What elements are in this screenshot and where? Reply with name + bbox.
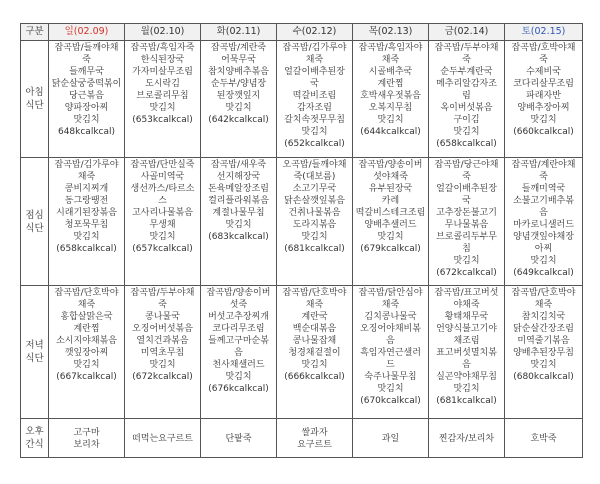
menu-item: 맛김치 — [301, 360, 328, 370]
menu-item: 잡곡밥/흑임자야 — [358, 43, 423, 53]
menu-item: 단팥죽 — [225, 433, 252, 444]
row-label — [21, 41, 49, 158]
menu-item: (657kcalkcal) — [132, 244, 193, 254]
menu-item: 야채죽 — [453, 300, 480, 310]
menu-item: 섯야채죽 — [373, 172, 408, 182]
snack-row — [21, 419, 583, 458]
menu-item: 구이김 — [453, 115, 480, 125]
menu-item: 얼갈이배추된장 — [436, 184, 497, 194]
menu-item: 잡곡밥/당근야채 — [434, 160, 499, 170]
menu-cell — [505, 41, 583, 158]
menu-item: 숙주나물무침 — [364, 372, 417, 382]
menu-item: 카레 — [381, 196, 400, 206]
menu-item: 채죽 — [534, 300, 553, 310]
menu-item: (666kcalkcal) — [284, 372, 345, 382]
menu-item: 요구르트 — [297, 439, 332, 450]
menu-item: (652kcalkcal) — [284, 139, 345, 149]
menu-item: 섯죽 — [229, 300, 248, 310]
menu-item: 잡곡밥/양송이버 — [206, 288, 271, 298]
menu-item: 잡곡밥/계란야채 — [511, 160, 576, 170]
menu-cell — [125, 419, 201, 458]
menu-cell — [201, 286, 277, 419]
menu-item: (660kcalkcal) — [513, 127, 574, 137]
menu-item: 채죽 — [381, 300, 400, 310]
menu-item: 채죽 — [305, 300, 324, 310]
menu-item: 마카로니샐러드 — [513, 220, 574, 230]
menu-cell — [49, 41, 125, 158]
menu-item: 맛김치 — [530, 360, 557, 370]
menu-item: 죽 — [82, 55, 91, 65]
menu-item: 아찌 — [534, 244, 553, 254]
breakfast-row — [21, 41, 583, 158]
menu-item: 도라지볶음 — [292, 220, 337, 230]
menu-item: 648kcalkcal) — [57, 127, 116, 137]
menu-item: 맛김치 — [149, 360, 176, 370]
menu-item: 계란찜 — [73, 324, 100, 334]
menu-item: (676kcalkcal) — [208, 384, 269, 394]
menu-item: 얼갈이배추된장 — [284, 67, 345, 77]
menu-cell — [353, 286, 429, 419]
menu-cell — [49, 419, 125, 458]
menu-item: 맛김치 — [301, 232, 328, 242]
menu-item: 코다리무조림 — [212, 324, 265, 334]
menu-item: 맛김치 — [149, 103, 176, 113]
menu-item: 음 — [234, 348, 243, 358]
menu-item: 메추리알감자조 — [436, 79, 497, 89]
menu-cell — [505, 286, 583, 419]
menu-item: 소시지야채볶음 — [56, 336, 117, 346]
menu-item: 맛김치 — [453, 127, 480, 137]
menu-item: 스 — [158, 196, 167, 206]
menu-item: 양념갯잎야채장 — [513, 232, 574, 242]
row-label-line: 식단 — [25, 222, 44, 234]
menu-item: 닭순살궁중떡볶이 — [51, 79, 122, 89]
menu-item: 채죽 — [305, 55, 324, 65]
menu-item: 참치김치국 — [521, 312, 566, 322]
menu-item: (683kcalkcal) — [208, 232, 269, 242]
menu-item: 고추장돈불고기 — [436, 208, 497, 218]
menu-item: 채죽 — [381, 55, 400, 65]
menu-cell — [353, 158, 429, 286]
menu-item: 소고기무국 — [292, 184, 337, 194]
menu-cell — [429, 41, 505, 158]
row-label-line: 아침 — [25, 87, 44, 98]
menu-item: 선지해장국 — [216, 172, 261, 182]
menu-item: (658kcalkcal) — [56, 244, 117, 254]
menu-item: (644kcalkcal) — [360, 127, 421, 137]
menu-item: 들깨무국 — [69, 67, 104, 77]
menu-item: 보리차 — [73, 439, 100, 450]
row-label-line: 식단 — [25, 353, 44, 364]
day-header-wednesday: 수(02.12) — [277, 24, 353, 41]
menu-item: 건취나물볶음 — [288, 208, 341, 218]
menu-item: 양배추된장무침 — [513, 348, 574, 358]
day-header-thursday: 목(02.13) — [353, 24, 429, 41]
menu-item: 잡곡밥/계란죽 — [210, 43, 267, 53]
menu-item: 찐감자/보리차 — [438, 433, 495, 444]
menu-item: 감자조림 — [297, 103, 332, 113]
menu-item: 잡곡밥/호박야채 — [511, 43, 576, 53]
menu-item: 시래기된장볶음 — [56, 208, 117, 218]
menu-item: 맛김치 — [530, 115, 557, 125]
menu-item: 들깨미역국 — [521, 184, 566, 194]
menu-cell — [429, 286, 505, 419]
menu-cell — [277, 41, 353, 158]
menu-item: 채죽 — [77, 300, 96, 310]
menu-item: 브로콜리무침 — [136, 91, 189, 101]
menu-item: 옥이버섯볶음 — [440, 103, 493, 113]
menu-item: 황태채무국 — [444, 312, 489, 322]
menu-item: 순두부/양념장 — [210, 79, 267, 89]
menu-item: 동그랑땡전 — [64, 196, 109, 206]
menu-item: (681kcalkcal) — [436, 396, 497, 406]
menu-item: 파래자반 — [526, 91, 561, 101]
menu-item: 콩비지찌개 — [64, 184, 109, 194]
menu-body — [21, 41, 583, 458]
menu-item: 맛김치 — [301, 127, 328, 137]
menu-item: 잡곡밥/두부야채 — [130, 288, 195, 298]
menu-item: 김치콩나물국 — [364, 312, 417, 322]
menu-item: 잡곡밥/단호박야 — [282, 288, 347, 298]
menu-cell — [49, 286, 125, 419]
menu-item: 잡곡밥/양송이버 — [358, 160, 423, 170]
menu-item: 맛김치 — [377, 115, 404, 125]
menu-item: 국 — [310, 79, 319, 89]
header-corner: 구분 — [21, 24, 49, 41]
menu-item: 떠먹는요구르트 — [132, 433, 193, 444]
menu-item: 국 — [462, 196, 471, 206]
menu-item: 갈치속젓무무침 — [284, 115, 345, 125]
menu-item: (667kcalkcal) — [56, 372, 117, 382]
menu-item: (642kcalkcal) — [208, 115, 269, 125]
row-label-line: 저녁 — [25, 340, 44, 351]
row-label-line: 간식 — [25, 439, 44, 450]
row-label-line: 점심 — [25, 209, 44, 221]
menu-item: 맛김치 — [225, 103, 252, 113]
menu-item: 잡곡밥/단호박야 — [511, 288, 576, 298]
menu-item: 맛김치 — [225, 220, 252, 230]
menu-item: 한식된장국 — [140, 55, 185, 65]
menu-cell — [49, 158, 125, 286]
day-header-monday: 월(02.10) — [125, 24, 201, 41]
menu-item: 잡곡밥/표고버섯 — [434, 288, 499, 298]
menu-item: 오복지무침 — [368, 103, 413, 113]
menu-item: 죽(대보름) — [293, 172, 336, 182]
menu-item: 버섯고추장찌개 — [208, 312, 269, 322]
menu-item: 맛김치 — [530, 256, 557, 266]
menu-item: (672kcalkcal) — [132, 372, 193, 382]
menu-item: 음 — [386, 336, 395, 346]
menu-item: 맛김치 — [73, 232, 100, 242]
menu-cell — [201, 158, 277, 286]
menu-item: 참치양배추볶음 — [208, 67, 269, 77]
row-label — [21, 286, 49, 419]
menu-cell — [125, 41, 201, 158]
menu-item: 호박죽 — [530, 433, 557, 444]
menu-item: 잡곡밥/두부야채 — [434, 43, 499, 53]
menu-item: 홍합살맑은국 — [60, 312, 113, 322]
menu-item: 컬리플라워볶음 — [208, 196, 269, 206]
menu-cell — [201, 419, 277, 458]
menu-item: 잡곡밥/김가루야 — [54, 160, 119, 170]
row-label — [21, 419, 49, 458]
menu-item: (679kcalkcal) — [360, 244, 421, 254]
menu-item: 과일 — [381, 433, 400, 444]
menu-item: 오곡밥/들깨야채 — [282, 160, 347, 170]
menu-item: 된장깻잎지 — [216, 91, 261, 101]
menu-item: (672kcalkcal) — [436, 268, 497, 278]
menu-item: 닭손살깻잎볶음 — [284, 196, 345, 206]
menu-cell — [277, 286, 353, 419]
menu-item: 양배추장아찌 — [517, 103, 570, 113]
menu-item: 떡갈비조림 — [292, 91, 337, 101]
day-header-friday: 금(02.14) — [429, 24, 505, 41]
menu-item: 언양식불고기야 — [436, 324, 497, 334]
menu-item: 시골배추국 — [368, 67, 413, 77]
day-header-sunday: 일(02.09) — [49, 24, 125, 41]
menu-cell — [277, 158, 353, 286]
menu-item: 돈육메알장조림 — [208, 184, 269, 194]
menu-cell — [505, 419, 583, 458]
menu-item: 침 — [462, 244, 471, 254]
menu-item: 무나물볶음 — [444, 220, 489, 230]
menu-item: 죽 — [462, 55, 471, 65]
menu-item: 죽 — [539, 55, 548, 65]
weekly-menu-table — [20, 23, 583, 458]
menu-item: 천사채샐러드 — [212, 360, 265, 370]
menu-item: 당근볶음 — [69, 91, 104, 101]
menu-item: 호박새우젓볶음 — [360, 91, 421, 101]
menu-item: 순두부계란국 — [440, 67, 493, 77]
menu-item: 실곤약야채무침 — [436, 372, 497, 382]
menu-item: 미역줄기볶음 — [517, 336, 570, 346]
menu-item: 청포묵무침 — [64, 220, 109, 230]
menu-item: 죽 — [158, 300, 167, 310]
menu-item: 무생채 — [149, 220, 176, 230]
menu-item: 코다리살무조림 — [513, 79, 574, 89]
menu-item: 음 — [539, 208, 548, 218]
menu-item: 열치건과볶음 — [136, 336, 189, 346]
menu-cell — [277, 419, 353, 458]
menu-item: 콩나물국 — [145, 312, 180, 322]
menu-cell — [353, 419, 429, 458]
menu-item: 드 — [386, 360, 395, 370]
dinner-row — [21, 286, 583, 419]
menu-item: 잡곡밥/들깨야채 — [54, 43, 119, 53]
menu-item: 맛김치 — [225, 372, 252, 382]
menu-item: 백순대볶음 — [292, 324, 337, 334]
menu-item: 오징어버섯볶음 — [132, 324, 193, 334]
menu-item: 잡곡밥/흑임자죽 — [130, 43, 195, 53]
menu-item: 맛김치 — [73, 115, 100, 125]
menu-item: 맛김치 — [453, 256, 480, 266]
menu-item: 청경채겉절이 — [288, 348, 341, 358]
menu-item: (649kcalkcal) — [513, 268, 574, 278]
menu-item: 잡곡밥/단호박야 — [54, 288, 119, 298]
menu-item: 사골미역국 — [140, 172, 185, 182]
menu-cell — [429, 419, 505, 458]
menu-item: 양배추샐러드 — [364, 220, 417, 230]
menu-item: 맛김치 — [377, 232, 404, 242]
row-label-line: 오후 — [25, 426, 44, 437]
menu-item: 가자미살무조림 — [132, 67, 193, 77]
menu-item: 소불고기배추볶 — [513, 196, 574, 206]
menu-cell — [353, 41, 429, 158]
menu-item: 생선까스/타르소 — [130, 184, 195, 194]
menu-item: 오징어야채비볶 — [360, 324, 421, 334]
menu-item: 맛김치 — [377, 384, 404, 394]
menu-item: (670kcalkcal) — [360, 396, 421, 406]
menu-item: 떡갈비스테크조림 — [355, 208, 426, 218]
day-header-saturday: 토(02.15) — [505, 24, 583, 41]
menu-item: (653kcalkcal) — [132, 115, 193, 125]
menu-item: 미역초무침 — [140, 348, 185, 358]
menu-item: 계란국 — [301, 312, 328, 322]
menu-cell — [505, 158, 583, 286]
menu-item: 죽 — [462, 172, 471, 182]
menu-item: 맛김치 — [453, 384, 480, 394]
menu-item: 깻잎장아찌 — [64, 348, 109, 358]
menu-item: 들께고구마순볶 — [208, 336, 269, 346]
menu-item: 흑임자연근샐러 — [360, 348, 421, 358]
menu-item: 맛김치 — [149, 232, 176, 242]
menu-item: 유부된장국 — [368, 184, 413, 194]
menu-cell — [125, 286, 201, 419]
menu-item: 표고버섯멸치볶 — [436, 348, 497, 358]
menu-item: 잡곡밥/새우죽 — [210, 160, 267, 170]
menu-item: (681kcalkcal) — [284, 244, 345, 254]
menu-item: 계란찜 — [377, 79, 404, 89]
menu-item: 브로콜리두부무 — [436, 232, 497, 242]
menu-item: 잡곡밥/닭안심야 — [358, 288, 423, 298]
menu-item: 어묵무국 — [221, 55, 256, 65]
menu-item: 양파장아찌 — [64, 103, 109, 113]
menu-item: 고사리나물볶음 — [132, 208, 193, 218]
menu-item: 수제비국 — [526, 67, 561, 77]
menu-item: 채죽 — [77, 172, 96, 182]
menu-item: (680kcalkcal) — [513, 372, 574, 382]
menu-item: 림 — [462, 91, 471, 101]
row-label-line: 식단 — [25, 100, 44, 111]
menu-item: 잡곡밥/단만실죽 — [130, 160, 195, 170]
menu-cell — [201, 41, 277, 158]
menu-item: (658kcalkcal) — [436, 139, 497, 149]
menu-item: 닭순살간장조림 — [513, 324, 574, 334]
menu-cell — [429, 158, 505, 286]
menu-cell — [125, 158, 201, 286]
menu-item: 쌀과자 — [301, 427, 328, 438]
menu-item: 잡곡밥/김가루야 — [282, 43, 347, 53]
menu-item: 맛김치 — [73, 360, 100, 370]
menu-item: 콩나물잡채 — [292, 336, 337, 346]
lunch-row — [21, 158, 583, 286]
menu-item: 채조림 — [453, 336, 480, 346]
menu-item: 도시락김 — [145, 79, 180, 89]
row-label — [21, 158, 49, 286]
day-header-tuesday: 화(02.11) — [201, 24, 277, 41]
menu-item: 고구마 — [73, 427, 100, 438]
menu-item: 음 — [462, 360, 471, 370]
menu-item: 죽 — [539, 172, 548, 182]
menu-item: 계절나물무침 — [212, 208, 265, 218]
